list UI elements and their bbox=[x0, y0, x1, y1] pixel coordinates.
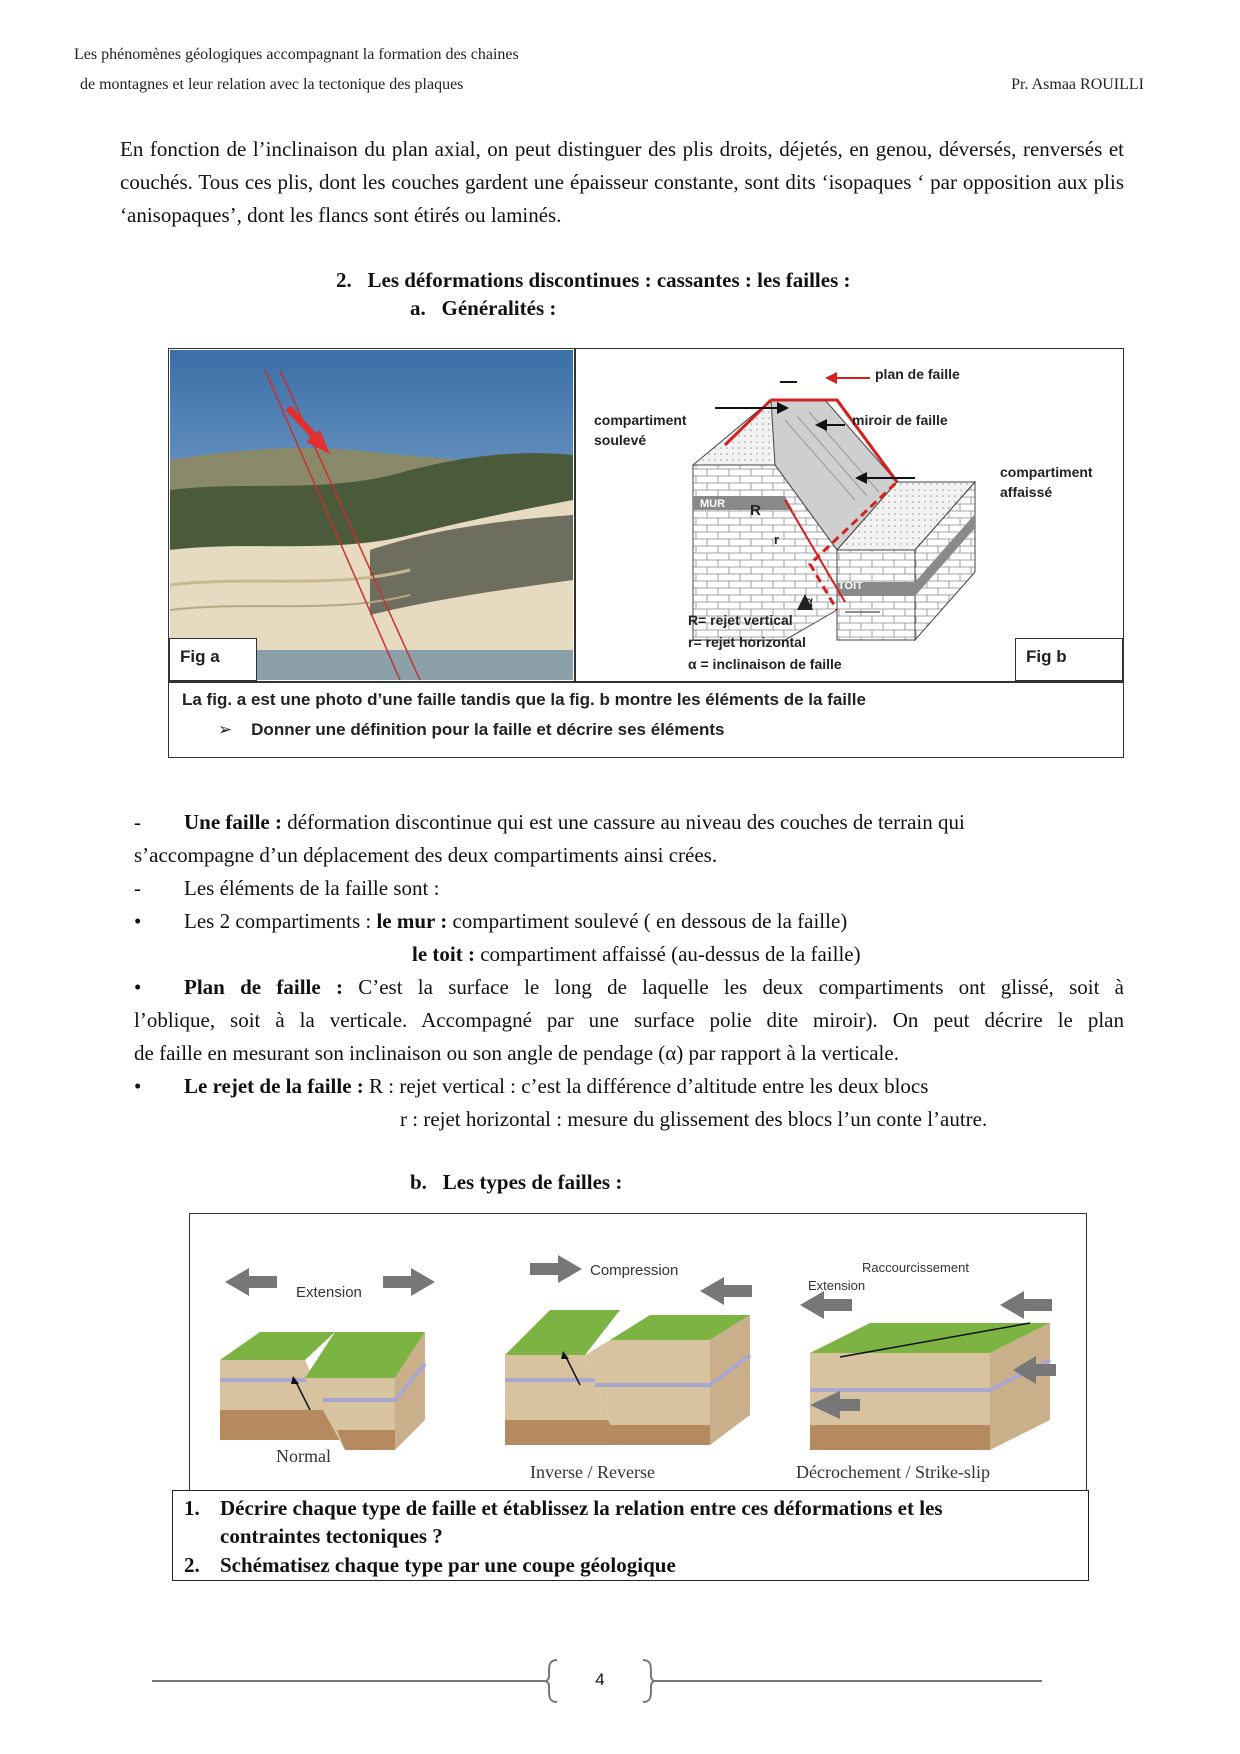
def-compartiments bbox=[184, 905, 847, 938]
subsection-b-heading bbox=[410, 1170, 622, 1195]
def-faille bbox=[184, 806, 965, 839]
label-inverse-reverse: Inverse / Reverse bbox=[530, 1462, 655, 1482]
footer-rule-left bbox=[152, 1680, 547, 1682]
label-miroir-de-faille: miroir de faille bbox=[852, 412, 948, 428]
figure-1-caption-divider bbox=[169, 681, 1123, 683]
subsection-a-letter: a. bbox=[410, 296, 426, 320]
def-toit-text: compartiment affaissé (au-dessus de la faille) bbox=[474, 942, 861, 966]
arrow-bullet-icon: ➢ bbox=[218, 720, 233, 739]
label-raccourcissement: Raccourcissement bbox=[862, 1260, 969, 1275]
fault-block-diagram bbox=[575, 350, 1013, 680]
question-2-number: 2. bbox=[184, 1553, 200, 1577]
label-compartiment-souleve-2: soulevé bbox=[594, 432, 647, 448]
header-title-line2: de montagnes et leur relation avec la tectonique des plaques bbox=[80, 76, 464, 93]
def-plan bbox=[184, 971, 1124, 1004]
def-bullet-2: • bbox=[134, 975, 142, 999]
label-compression: Compression bbox=[590, 1262, 679, 1279]
intro-paragraph: En fonction de l’inclinaison du plan axial, on peut distinguer des plis droits, déjetés, en genou, déversés, renversés et couchés. Tous ces plis, dont les couches gardent une épaisseur constante, sont dits ‘isopaques ‘ par opposition aux plis ‘anisopaques’, dont les flancs sont étirés ou laminés. bbox=[120, 137, 1124, 227]
def-rejet-text-2: r : rejet horizontal : mesure du glissement des blocs l’un conte l’autre. bbox=[400, 1107, 988, 1131]
figure-1-instruction-text: Donner une définition pour la faille et décrire ses éléments bbox=[251, 720, 725, 739]
label-mur: MUR bbox=[700, 498, 726, 510]
section-title: Les déformations discontinues : cassantes : les failles : bbox=[367, 268, 851, 292]
label-compartiment-souleve-1: compartiment bbox=[594, 412, 687, 428]
question-2-text: Schématisez chaque type par une coupe géologique bbox=[220, 1553, 676, 1577]
fig-a-label: Fig a bbox=[169, 638, 257, 681]
def-toit bbox=[412, 938, 861, 971]
def-faille-text-2: s’accompagne d’un déplacement des deux compartiments ainsi crées. bbox=[134, 843, 718, 867]
def-rejet bbox=[184, 1070, 928, 1103]
section-number: 2. bbox=[336, 268, 352, 292]
def-plan-text-2: l’oblique, soit à la verticale. Accompagné par une surface polie dite miroir). On peut décrire le plan bbox=[134, 1008, 1124, 1032]
subsection-a-title: Généralités : bbox=[441, 296, 557, 320]
def-bullet-3: • bbox=[134, 1074, 142, 1098]
label-toit: TOIT bbox=[838, 580, 863, 592]
label-R: R bbox=[750, 502, 761, 519]
def-toit-term: le toit : bbox=[412, 942, 475, 966]
label-extension: Extension bbox=[296, 1284, 362, 1301]
label-alpha: α bbox=[804, 594, 814, 611]
def-comp-prefix: Les 2 compartiments : bbox=[184, 909, 377, 933]
figure-1-instruction bbox=[218, 720, 724, 740]
label-extension-2: Extension bbox=[808, 1278, 866, 1293]
fig-b-label: Fig b bbox=[1015, 638, 1123, 681]
label-plan-de-faille: plan de faille bbox=[875, 366, 960, 382]
def-plan-text-1: C’est la surface le long de laquelle les deux compartiments ont glissé, soit à bbox=[342, 975, 1124, 999]
def-faille-text-1: déformation discontinue qui est une cassure au niveau des couches de terrain qui bbox=[281, 810, 965, 834]
page-number: 4 bbox=[595, 1670, 605, 1689]
def-mur-term: le mur : bbox=[376, 909, 448, 933]
legend-R: R= rejet vertical bbox=[688, 612, 793, 628]
section-heading bbox=[336, 268, 850, 293]
strike-slip-diagram bbox=[800, 1275, 1070, 1450]
legend-r: r= rejet horizontal bbox=[688, 634, 806, 650]
def-rejet-text-1: R : rejet vertical : c’est la différence d’altitude entre les deux blocs bbox=[363, 1074, 929, 1098]
def-dash-2: - bbox=[134, 876, 141, 900]
label-decrochement: Décrochement / Strike-slip bbox=[796, 1462, 990, 1482]
question-1-number: 1. bbox=[184, 1496, 200, 1520]
def-plan-text-3: de faille en mesurant son inclinaison ou son angle de pendage (α) par rapport à la verticale. bbox=[134, 1041, 899, 1065]
header-author: Pr. Asmaa ROUILLI bbox=[1011, 76, 1144, 93]
def-dash-1: - bbox=[134, 810, 141, 834]
label-compartiment-affaisse-2: affaissé bbox=[1000, 484, 1053, 500]
label-r: r bbox=[774, 532, 780, 547]
legend-alpha: α = inclinaison de faille bbox=[688, 656, 842, 672]
label-normal: Normal bbox=[276, 1446, 331, 1466]
def-rejet-term: Le rejet de la faille : bbox=[184, 1074, 364, 1098]
def-bullet-1: • bbox=[134, 909, 142, 933]
def-plan-term: Plan de faille : bbox=[184, 975, 343, 999]
subsection-a-heading bbox=[410, 296, 556, 321]
subsection-b-title: Les types de failles : bbox=[442, 1170, 623, 1194]
def-faille-term: Une faille : bbox=[184, 810, 282, 834]
figure-1-caption: La fig. a est une photo d’une faille tandis que la fig. b montre les éléments de la faille bbox=[182, 690, 866, 709]
fault-photo bbox=[170, 350, 573, 680]
label-compartiment-affaisse-1: compartiment bbox=[1000, 464, 1093, 480]
footer-rule-right bbox=[652, 1680, 1042, 1682]
def-mur-text: compartiment soulevé ( en dessous de la faille) bbox=[447, 909, 848, 933]
header-title-line1: Les phénomènes géologiques accompagnant la formation des chaines bbox=[74, 46, 519, 63]
def-elements-intro: Les éléments de la faille sont : bbox=[184, 876, 440, 900]
question-1-text-2: contraintes tectoniques ? bbox=[220, 1524, 443, 1548]
question-1-text-1: Décrire chaque type de faille et établissez la relation entre ces déformations et les bbox=[220, 1496, 943, 1520]
subsection-b-letter: b. bbox=[410, 1170, 427, 1194]
reverse-fault-diagram bbox=[500, 1255, 770, 1450]
